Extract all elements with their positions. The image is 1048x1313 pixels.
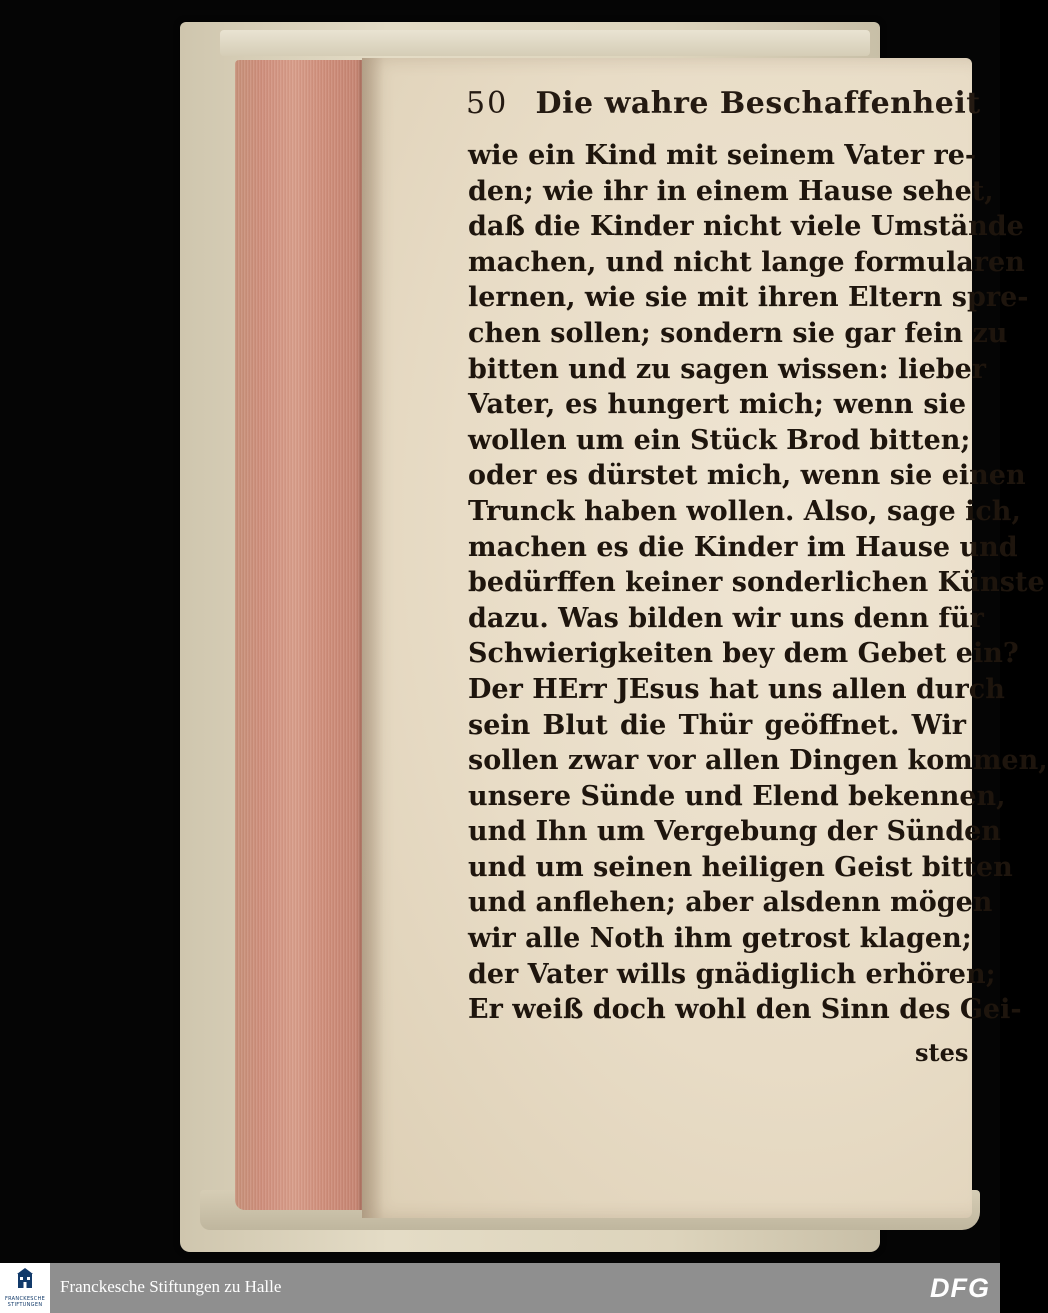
body-text — [468, 138, 1048, 1028]
dfg-logo[interactable]: DFG — [930, 1273, 990, 1303]
text-line: und um seinen heiligen Geist bitten — [468, 851, 1013, 883]
text-line: unsere Sünde und Elend bekennen, — [468, 780, 1006, 812]
orphanage-building-icon — [17, 1268, 33, 1290]
institution-name[interactable]: Franckesche Stiftungen zu Halle — [60, 1277, 282, 1296]
text-line: Er weiß doch wohl den Sinn des Gei- — [468, 994, 1022, 1026]
text-line: wie ein Kind mit seinem Vater re- — [468, 140, 977, 171]
text-line: machen, und nicht lange formularen — [468, 246, 1025, 278]
footer-bar — [0, 1263, 1000, 1313]
page-number: 50 — [466, 86, 509, 121]
page-gutter-shadow — [362, 58, 384, 1218]
text-line: sollen zwar vor allen Dingen kommen, — [468, 745, 1048, 777]
catchword: stes — [915, 1038, 969, 1067]
institution-logo[interactable] — [0, 1263, 50, 1313]
text-line: Trunck haben wollen. Also, sage ich, — [468, 495, 1021, 527]
text-line: wir alle Noth ihm getrost klagen; — [468, 923, 972, 955]
text-line: dazu. Was bilden wir uns denn für — [468, 602, 984, 634]
red-page-edges — [235, 60, 365, 1210]
text-line: daß die Kinder nicht viele Umstände — [468, 211, 1024, 243]
text-line: lernen, wie sie mit ihren Eltern spre- — [468, 282, 1029, 314]
book-cover-top-edge — [220, 30, 870, 56]
text-line: und Ihn um Vergebung der Sünden — [468, 816, 1001, 848]
text-line: chen sollen; sondern sie gar fein zu — [468, 317, 1008, 349]
text-line: Schwierigkeiten bey dem Gebet ein? — [468, 638, 1019, 670]
text-line: sein Blut die Thür geöffnet. Wir — [468, 709, 966, 741]
text-line: machen es die Kinder im Hause und — [468, 531, 1018, 563]
text-line: den; wie ihr in einem Hause sehet, — [468, 175, 994, 207]
text-line: Der HErr JEsus hat uns allen durch — [468, 673, 1005, 705]
text-line: und anflehen; aber alsdenn mögen — [468, 887, 993, 919]
text-line: oder es dürstet mich, wenn sie einen — [468, 460, 1026, 492]
running-head — [466, 86, 981, 126]
running-title: Die wahre Beschaffenheit — [535, 86, 981, 121]
logo-text: FRANCKESCHE STIFTUNGEN — [4, 1296, 46, 1308]
text-line: bitten und zu sagen wissen: lieber — [468, 353, 987, 385]
text-line: wollen um ein Stück Brod bitten; — [468, 424, 971, 456]
text-line: der Vater wills gnädiglich erhören; — [468, 958, 996, 990]
text-line: bedürffen keiner sonderlichen Künste — [468, 567, 1045, 599]
text-line: Vater, es hungert mich; wenn sie — [468, 389, 966, 421]
